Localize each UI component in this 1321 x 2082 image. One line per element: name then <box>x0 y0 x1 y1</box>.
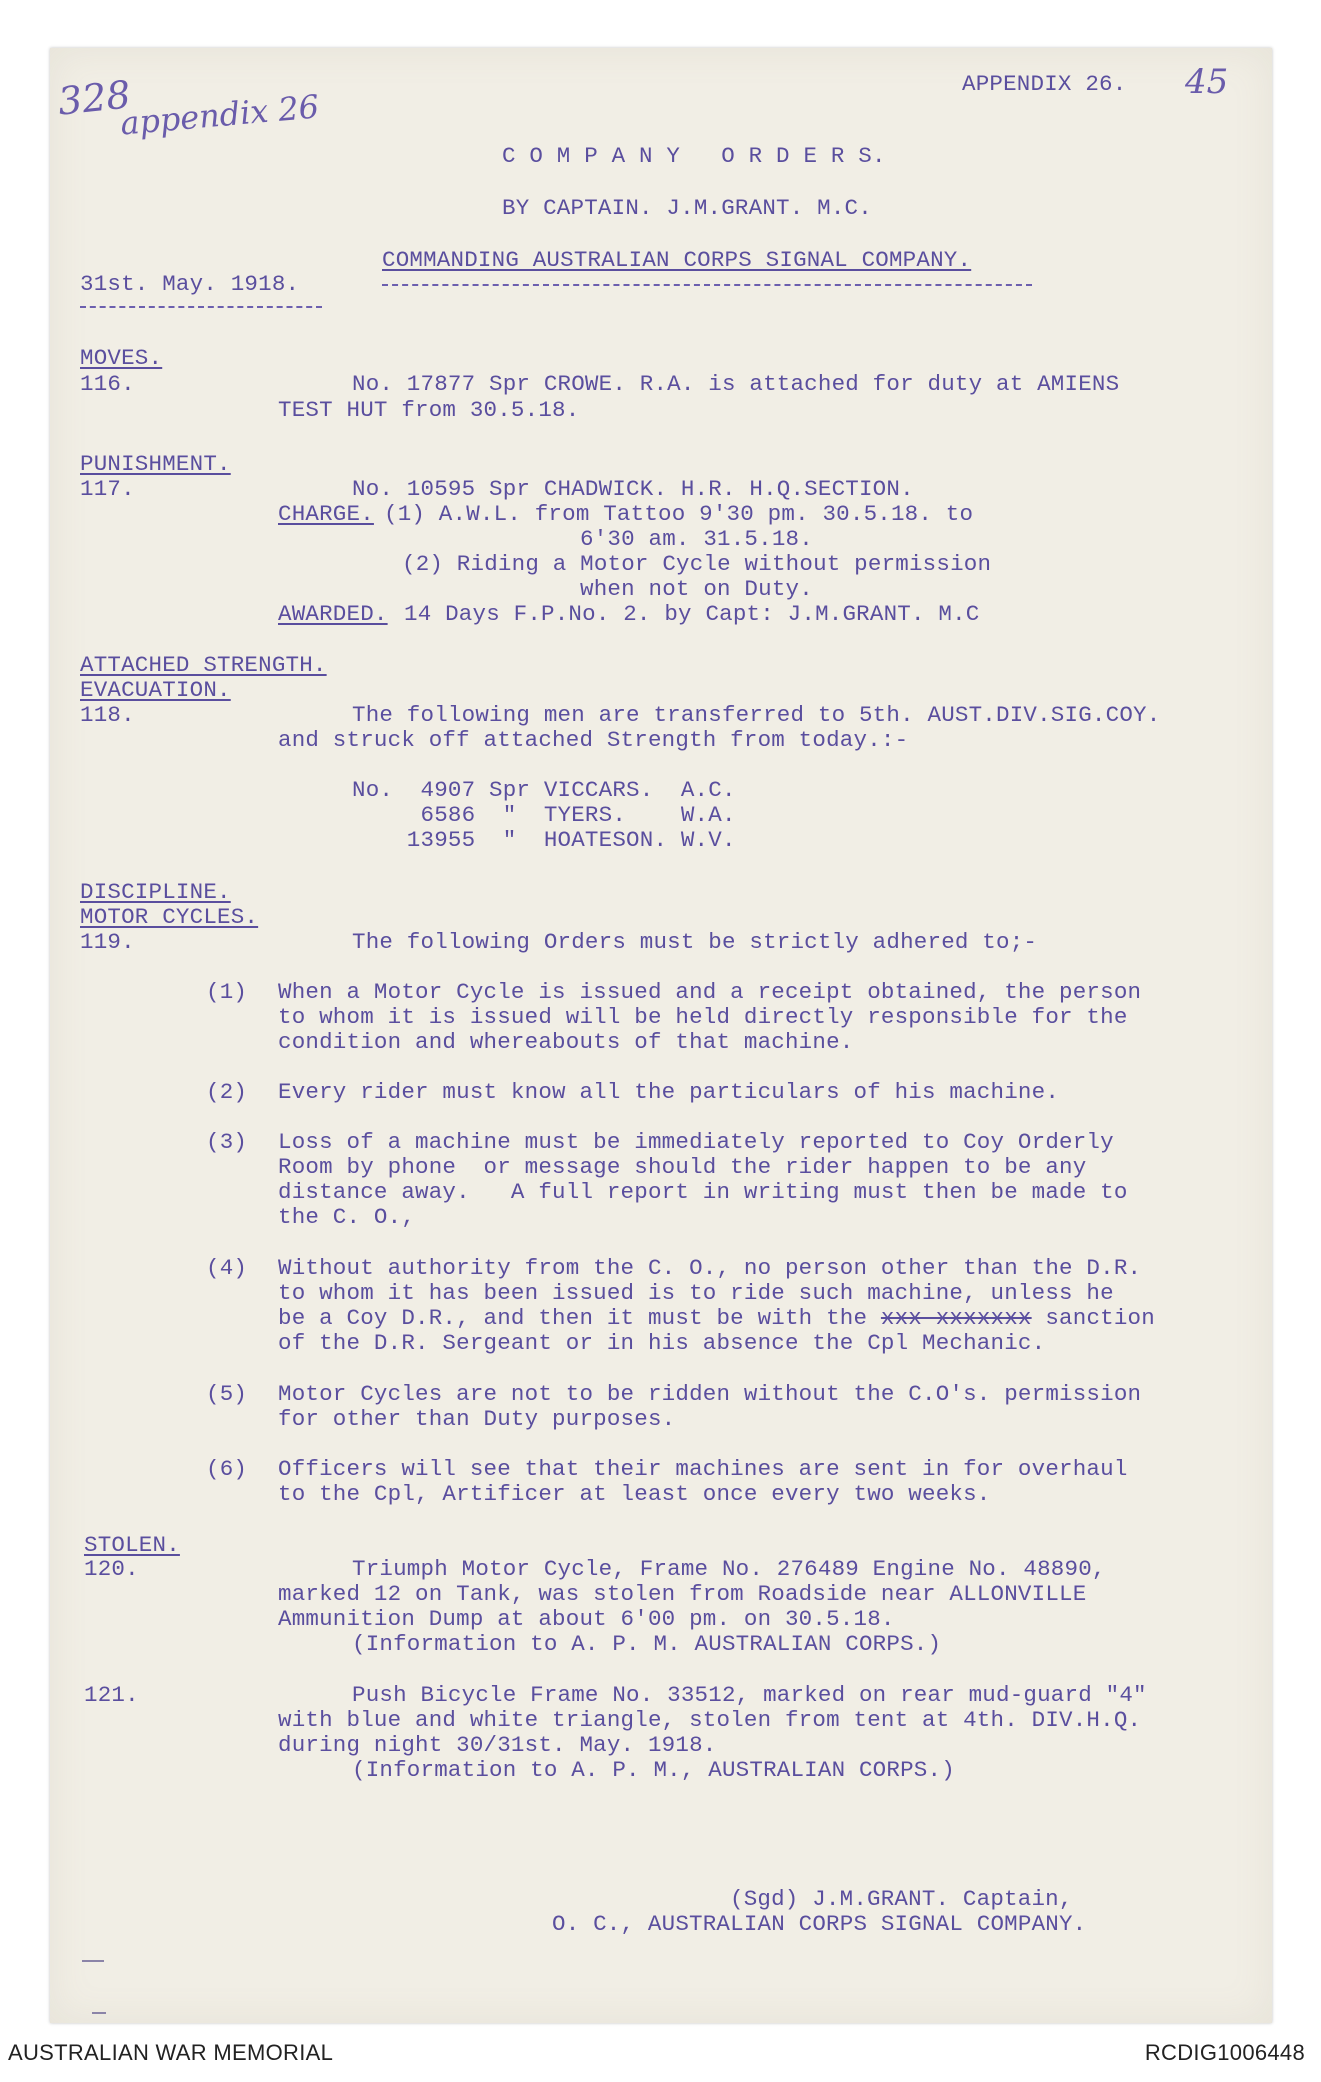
bicycle-line-3: during night 30/31st. May. 1918. <box>278 1732 717 1758</box>
stolen-line-4: (Information to A. P. M. AUSTRALIAN CORPS.) <box>352 1631 942 1657</box>
margin-tick <box>92 2012 106 2014</box>
order-item-2-number: (2) <box>206 1079 248 1105</box>
bicycle-line-4: (Information to A. P. M., AUSTRALIAN CORPS.) <box>352 1757 955 1783</box>
stolen-line-3: Ammunition Dump at about 6'00 pm. on 30.5.18. <box>278 1606 895 1632</box>
attached-text-line-1: The following men are transferred to 5th. AUST.DIV.SIG.COY. <box>352 702 1161 728</box>
section-heading-motor-cycles: MOTOR CYCLES. <box>80 904 259 930</box>
order-item-4-line-3-start: be a Coy D.R., and then it must be with the <box>278 1305 881 1331</box>
commanding-line: COMMANDING AUSTRALIAN CORPS SIGNAL COMPANY. <box>382 247 972 273</box>
signature-line-1: (Sgd) J.M.GRANT. Captain, <box>730 1886 1073 1912</box>
punishment-soldier: No. 10595 Spr CHADWICK. H.R. H.Q.SECTION. <box>352 476 914 502</box>
section-heading-attached-strength: ATTACHED STRENGTH. <box>80 652 327 678</box>
order-item-1-line-1: When a Motor Cycle is issued and a receipt obtained, the person <box>278 979 1142 1005</box>
order-number-120: 120. <box>84 1556 139 1582</box>
handwritten-appendix-note: appendix 26 <box>118 87 321 143</box>
order-item-3-line-4: the C. O., <box>278 1204 416 1230</box>
order-item-6-line-1: Officers will see that their machines are sent in for overhaul <box>278 1456 1128 1482</box>
order-item-1-line-3: condition and whereabouts of that machine. <box>278 1029 854 1055</box>
charge-2-line-2: when not on Duty. <box>580 576 813 602</box>
section-heading-punishment: PUNISHMENT. <box>80 451 231 477</box>
charge-2-line-1: (2) Riding a Motor Cycle without permission <box>402 551 992 577</box>
appendix-label: APPENDIX 26. <box>962 71 1127 97</box>
order-item-4-line-4: of the D.R. Sergeant or in his absence the Cpl Mechanic. <box>278 1330 1046 1356</box>
document-title: C O M P A N Y O R D E R S. <box>502 143 886 169</box>
handwritten-folio-number: 45 <box>1185 62 1229 102</box>
section-heading-evacuation: EVACUATION. <box>80 677 231 703</box>
attached-text-line-2: and struck off attached Strength from today.:- <box>278 727 909 753</box>
section-heading-discipline: DISCIPLINE. <box>80 879 231 905</box>
discipline-intro: The following Orders must be strictly adhered to;- <box>352 929 1038 955</box>
order-item-5-line-1: Motor Cycles are not to be ridden without the C.O's. permission <box>278 1381 1142 1407</box>
section-heading-stolen: STOLEN. <box>84 1532 180 1558</box>
order-item-5-number: (5) <box>206 1381 248 1407</box>
awarded-label: AWARDED. <box>278 601 388 627</box>
header-dash-rule <box>382 284 1032 286</box>
order-item-2-line-1: Every rider must know all the particulars of his machine. <box>278 1079 1060 1105</box>
order-item-3-line-2: Room by phone or message should the rider happen to be any <box>278 1154 1087 1180</box>
order-number-121: 121. <box>84 1682 139 1708</box>
order-item-5-line-2: for other than Duty purposes. <box>278 1406 676 1432</box>
signature-line-2: O. C., AUSTRALIAN CORPS SIGNAL COMPANY. <box>552 1911 1087 1937</box>
date-dash-rule <box>80 306 322 308</box>
charge-label: CHARGE. <box>278 501 374 527</box>
footer-record-id: RCDIG1006448 <box>1144 2040 1305 2065</box>
transferred-man-1: No. 4907 Spr VICCARS. A.C. <box>352 777 736 803</box>
order-item-4-line-3 <box>278 1306 1155 1331</box>
by-line: BY CAPTAIN. J.M.GRANT. M.C. <box>502 195 872 221</box>
order-number-119: 119. <box>80 929 135 955</box>
order-date: 31st. May. 1918. <box>80 271 300 297</box>
order-item-6-number: (6) <box>206 1456 248 1482</box>
order-item-3-number: (3) <box>206 1129 248 1155</box>
order-item-4-line-3-end: sanction <box>1031 1305 1155 1331</box>
section-heading-moves: MOVES. <box>80 345 163 371</box>
moves-text-line-2: TEST HUT from 30.5.18. <box>278 397 580 423</box>
order-number-118: 118. <box>80 702 135 728</box>
handwritten-page-number: 328 <box>55 72 133 124</box>
order-item-1-number: (1) <box>206 979 248 1005</box>
transferred-man-2: 6586 " TYERS. W.A. <box>352 802 736 828</box>
awarded-text: 14 Days F.P.No. 2. by Capt: J.M.GRANT. M.C <box>404 601 980 627</box>
transferred-man-3: 13955 " HOATESON. W.V. <box>352 827 736 853</box>
order-item-4-line-1: Without authority from the C. O., no person other than the D.R. <box>278 1255 1142 1281</box>
order-item-3-line-1: Loss of a machine must be immediately reported to Coy Orderly <box>278 1129 1114 1155</box>
order-item-1-line-2: to whom it is issued will be held directly responsible for the <box>278 1004 1128 1030</box>
order-number-117: 117. <box>80 476 135 502</box>
stolen-line-1: Triumph Motor Cycle, Frame No. 276489 Engine No. 48890, <box>352 1556 1106 1582</box>
order-item-6-line-2: to the Cpl, Artificer at least once every two weeks. <box>278 1481 991 1507</box>
order-item-4-number: (4) <box>206 1255 248 1281</box>
order-item-4-line-2: to whom it has been issued is to ride such machine, unless he <box>278 1280 1114 1306</box>
footer-institution: AUSTRALIAN WAR MEMORIAL <box>8 2040 334 2065</box>
stolen-line-2: marked 12 on Tank, was stolen from Roadside near ALLONVILLE <box>278 1581 1087 1607</box>
order-number-116: 116. <box>80 371 135 397</box>
charge-1-line-1: (1) A.W.L. from Tattoo 9'30 pm. 30.5.18. to <box>384 501 974 527</box>
moves-text-line-1: No. 17877 Spr CROWE. R.A. is attached for duty at AMIENS <box>352 371 1120 397</box>
order-item-3-line-3: distance away. A full report in writing must then be made to <box>278 1179 1128 1205</box>
bicycle-line-2: with blue and white triangle, stolen from tent at 4th. DIV.H.Q. <box>278 1707 1142 1733</box>
charge-1-line-2: 6'30 am. 31.5.18. <box>580 526 813 552</box>
struck-out-text: xxx xxxxxxx <box>880 1305 1032 1331</box>
bicycle-line-1: Push Bicycle Frame No. 33512, marked on rear mud-guard "4" <box>352 1682 1147 1708</box>
margin-tick <box>82 1960 104 1962</box>
